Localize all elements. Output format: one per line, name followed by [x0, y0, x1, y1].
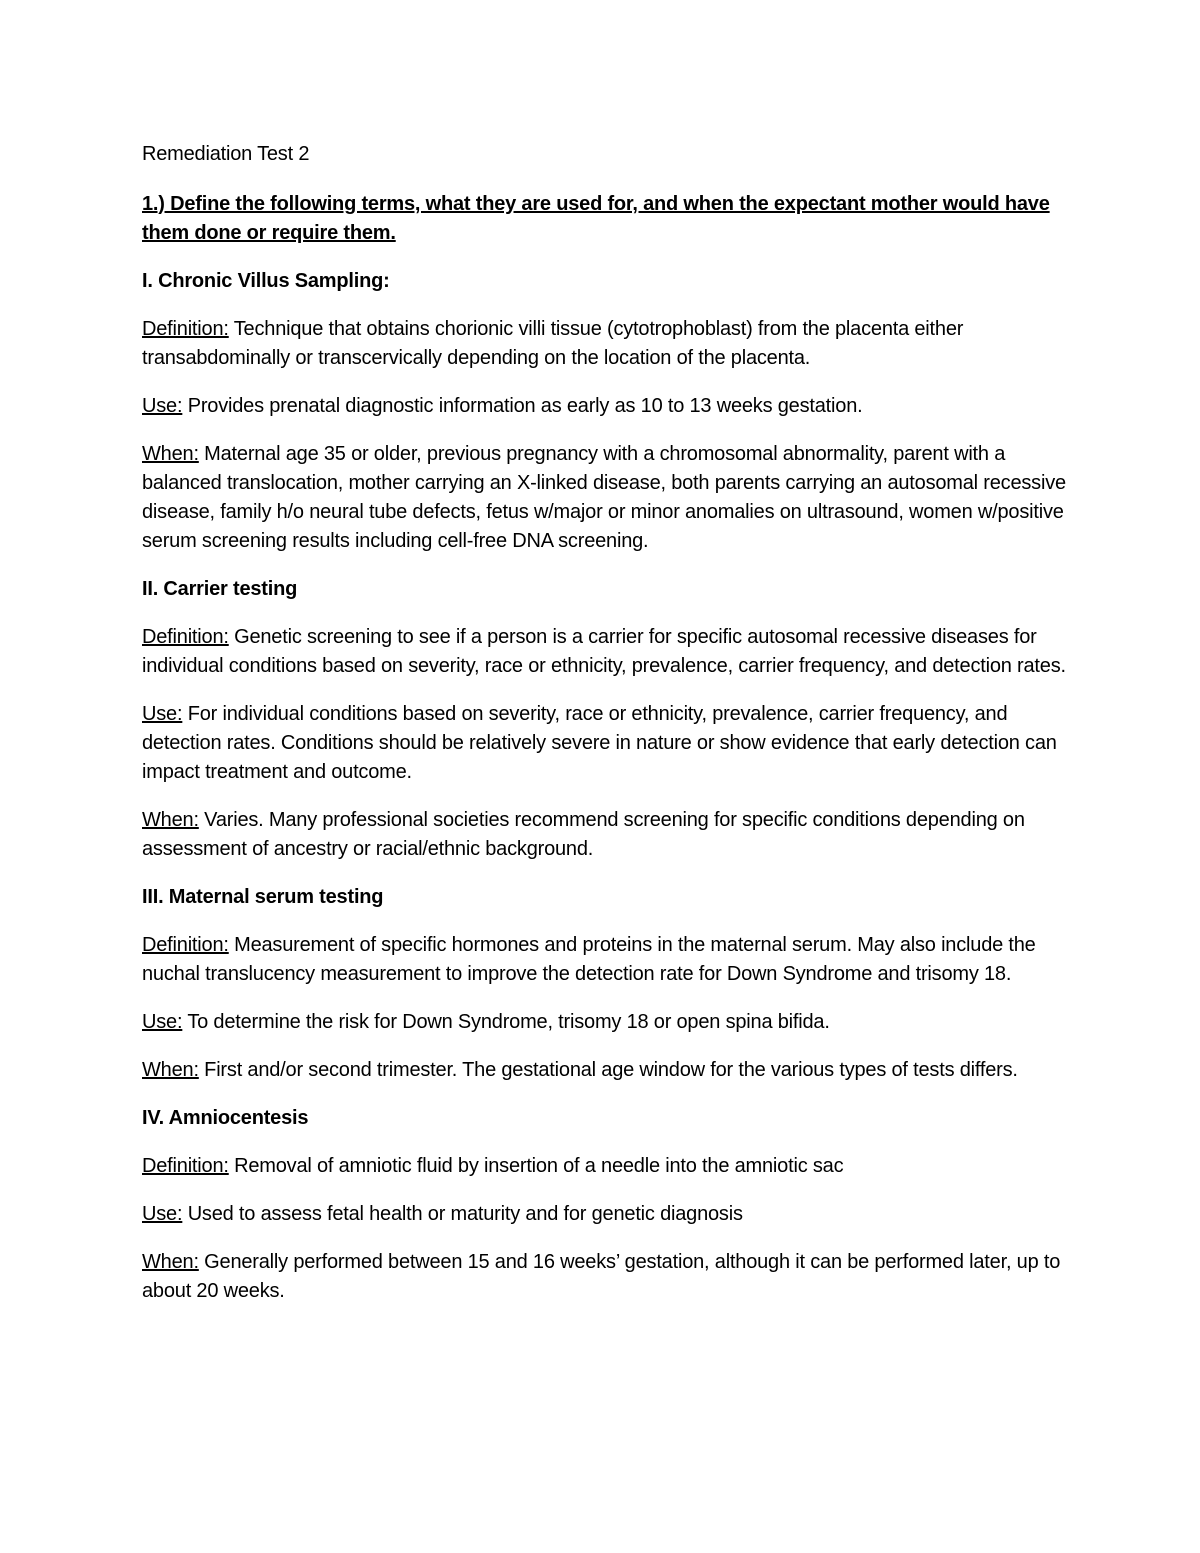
- use-paragraph: [142, 1200, 1072, 1229]
- when-paragraph: [142, 1056, 1072, 1085]
- use-label: Use:: [142, 703, 183, 725]
- section-heading-chronic-villus-sampling: I. Chronic Villus Sampling:: [142, 270, 390, 292]
- use-text: For individual conditions based on severity, race or ethnicity, prevalence, carrier frequency, and detection rates. Conditions should be relatively severe in nature or show evidence that early detection can impact treatment and outcome.: [142, 703, 1057, 783]
- document-title: Remediation Test 2: [142, 143, 310, 165]
- definition-text: Measurement of specific hormones and proteins in the maternal serum. May also include the nuchal translucency measurement to improve the detection rate for Down Syndrome and trisomy 18.: [142, 934, 1036, 985]
- use-label: Use:: [142, 1011, 183, 1033]
- definition-label: Definition:: [142, 626, 229, 648]
- definition-text: Technique that obtains chorionic villi tissue (cytotrophoblast) from the placenta either transabdominally or transcervically depending on the location of the placenta.: [142, 318, 964, 369]
- when-paragraph: [142, 1248, 1072, 1306]
- section-heading-carrier-testing: II. Carrier testing: [142, 578, 298, 600]
- definition-paragraph: [142, 1152, 1072, 1181]
- when-text: Maternal age 35 or older, previous pregnancy with a chromosomal abnormality, parent with a balanced translocation, mother carrying an X-linked disease, both parents carrying an autosomal recessive disease, family h/o neural tube defects, fetus w/major or minor anomalies on ultrasound, women w/positive serum screening results including cell-free DNA screening.: [142, 443, 1066, 552]
- use-text: To determine the risk for Down Syndrome, trisomy 18 or open spina bifida.: [187, 1011, 830, 1033]
- definition-label: Definition:: [142, 318, 229, 340]
- definition-text: Removal of amniotic fluid by insertion of a needle into the amniotic sac: [234, 1155, 844, 1177]
- use-paragraph: [142, 1008, 1072, 1037]
- section-heading-amniocentesis: IV. Amniocentesis: [142, 1107, 309, 1129]
- document-page: [142, 140, 1072, 1325]
- when-paragraph: [142, 440, 1072, 556]
- when-paragraph: [142, 806, 1072, 864]
- use-paragraph: [142, 700, 1072, 787]
- definition-paragraph: [142, 315, 1072, 373]
- when-label: When:: [142, 443, 199, 465]
- section-heading-maternal-serum-testing: III. Maternal serum testing: [142, 886, 384, 908]
- use-label: Use:: [142, 1203, 183, 1225]
- definition-text: Genetic screening to see if a person is a carrier for specific autosomal recessive diseases for individual conditions based on severity, race or ethnicity, prevalence, carrier frequency, and detection rates.: [142, 626, 1066, 677]
- when-label: When:: [142, 809, 199, 831]
- use-label: Use:: [142, 395, 183, 417]
- when-text: Varies. Many professional societies recommend screening for specific conditions depending on assessment of ancestry or racial/ethnic background.: [142, 809, 1025, 860]
- definition-label: Definition:: [142, 1155, 229, 1177]
- definition-paragraph: [142, 623, 1072, 681]
- question-prompt: 1.) Define the following terms, what they are used for, and when the expectant mother would have them done or require them.: [142, 193, 1050, 244]
- when-label: When:: [142, 1059, 199, 1081]
- use-paragraph: [142, 392, 1072, 421]
- use-text: Used to assess fetal health or maturity and for genetic diagnosis: [187, 1203, 743, 1225]
- when-text: Generally performed between 15 and 16 weeks’ gestation, although it can be performed later, up to about 20 weeks.: [142, 1251, 1061, 1302]
- definition-label: Definition:: [142, 934, 229, 956]
- use-text: Provides prenatal diagnostic information as early as 10 to 13 weeks gestation.: [187, 395, 863, 417]
- definition-paragraph: [142, 931, 1072, 989]
- when-label: When:: [142, 1251, 199, 1273]
- when-text: First and/or second trimester. The gestational age window for the various types of tests differs.: [204, 1059, 1018, 1081]
